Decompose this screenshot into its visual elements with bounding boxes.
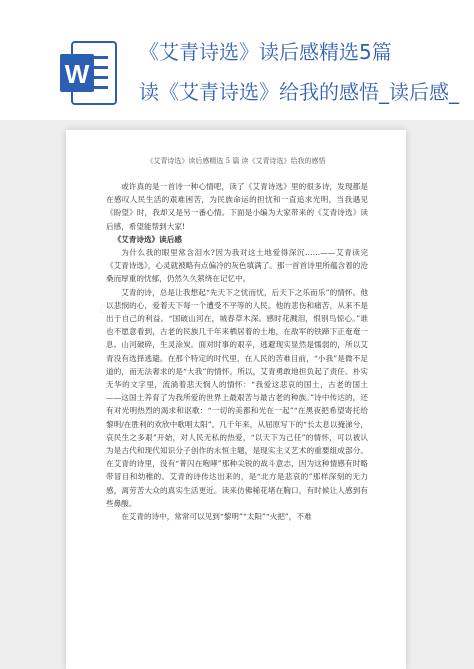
page-header — [0, 0, 474, 120]
body-paragraph: 艾青的诗，总是让我想起“先天下之忧而忧，后天下之乐而乐”的情怀。他以悲悯的心，爱着天下每一个遭受不平等的人民。他的悲伤和痛苦，从来不是出于自己的利益。“国破山河在，城春草木深。感时花溅泪，恨别鸟惊心。”谁也不愿意看到，古老的民族几千年来栖居着的土地，在敌军的铁蹄下正奄奄一息。山河破碎，生灵涂炭。面对时事的艰辛，逃避现实显然是懦弱的，所以艾青没有选择逃避。在那个特定的时代里，在人民的苦难目前，“小我”是微不足道的，而无法奢求的是“大我”的情怀。所以，艾青勇敢地担负起了责任。朴实无华的文字里，流淌着悲天悯人的情怀：“我爱这悲哀的国土，古老的国土——这国土养育了为我所爱的世界上最艰苦与最古老的种族。”诗中传达的，还有对光明热烈的渴求和讴歌：“一切的美都和光在一起”“在黑夜把希望寄托给黎明/在胜利的欢欣中歌唱太阳”。几千年来，从屈原写下的“长太息以掩涕兮，哀民生之多艰”开始，对人民无私的热爱，“以天下为己任”的情怀，可以被认为是古代和现代知识分子创作的永恒主题，是现实主义艺术的重要组成部分。在艾青的诗里，没有“菁闪在咆哮”那种尖锐的战斗意志，因为这种情感有时略带冒目和幼稚的。艾青的诗传达出来的，是“北方是悲哀的”那样深刻的无力感，离劳苦大众的真实生活更近。读来仿佛稀花堵在胸口，有时候让人感到有些鼻酸。 — [106, 287, 368, 508]
word-document-icon — [58, 40, 118, 106]
body-paragraph: 为什么我的眼里常含泪水?因为我对这土地爱得深沉……——艾青读完《艾青诗选》，心灵就被略有点偏冷的灰色填满了。那一首首诗里所蕴含着的沧桑而厚重的忧郁，仍然久久萦绕在记忆中。 — [106, 248, 368, 284]
document-page — [66, 130, 406, 669]
word-logo-letter: W — [64, 59, 90, 89]
watermark: ◇ ◇ ◇ — [94, 279, 145, 320]
page-title-line-2: 读《艾青诗选》给我的感悟_读后感_ — [139, 80, 459, 104]
body-paragraph: 在艾青的诗中，常常可以见到“黎明”“太阳”“火把”，不难 — [121, 512, 312, 522]
document-running-header: 《艾青诗选》读后感精选 5 篇 读《艾青诗选》给我的感悟 — [146, 157, 326, 165]
page-title-line-1: 《艾青诗选》读后感精选5篇 — [139, 40, 392, 64]
watermark: ◇ ◇ ◇ — [254, 449, 305, 490]
section-heading: 《艾青诗选》读后感 — [113, 234, 182, 244]
intro-paragraph: 或许真的是一首诗一种心情吧，读了《艾青诗选》里的很多诗，发现都是在感叹人民生活的艰难困苦，为民族命运的担忧和一直追求光明，当我遇见《盼望》时，我却又是另一番心情。下面是小编为大家带来的《艾青诗选》读后感，希望能帮到大家! — [106, 182, 368, 231]
document-body — [106, 180, 368, 523]
